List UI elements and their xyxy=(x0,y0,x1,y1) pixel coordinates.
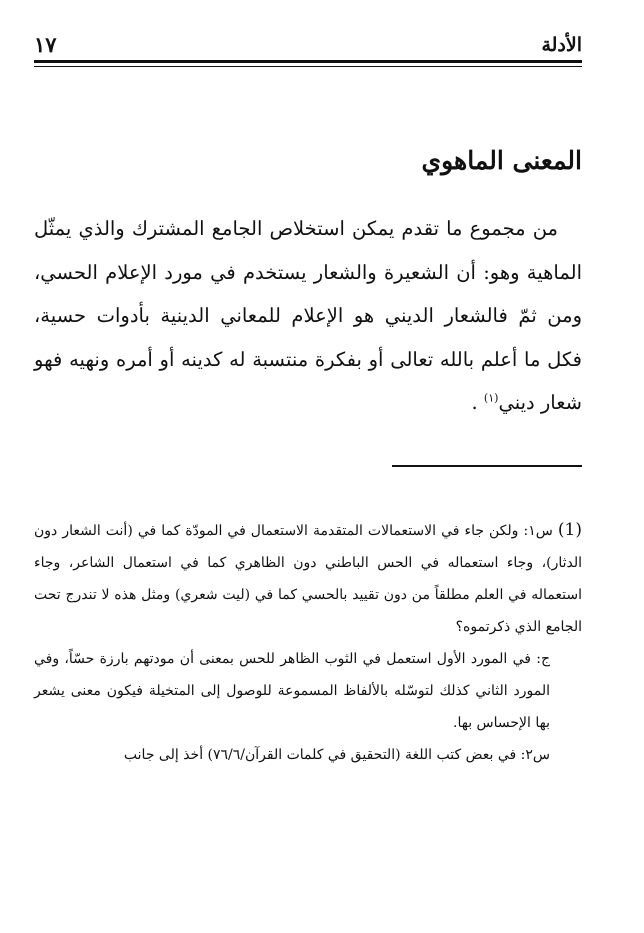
body-paragraph-text: من مجموع ما تقدم يمكن استخلاص الجامع المشترك والذي يمثّل الماهية وهو: أن الشعيرة والشعار يستخدم في مورد الإعلام الحسي، ومن ثمّ فالشعار الديني هو الإعلام للمعاني الدينية بأدوات حسية، فكل ما أعلم بالله تعالى أو بفكرة منتسبة له كدينه أو أمره ونهيه فهو شعار ديني xyxy=(34,217,582,414)
footnote-question-1-text: س١: ولكن جاء في الاستعمالات المتقدمة الاستعمال في المودّة كما في (أنت الشعار دون الدثار)، وجاء استعماله في الحس الباطني دون الظاهري كما في استعمال الشاعر، وجاء استعماله في العلم مطلقاً من دون تقييد بالحسي كما في (ليت شعري) ومثل هذه لا تندرج تحت الجامع الذي ذكرتموه؟ xyxy=(34,523,582,635)
footnote-question-2: س٢: في بعض كتب اللغة (التحقيق في كلمات القرآن/٧٦/٦) أخذ إلى جانب xyxy=(123,747,550,763)
footnotes xyxy=(34,514,582,771)
footnote-marker: (1) xyxy=(557,520,582,540)
footnote-reference: (١) xyxy=(483,391,499,405)
page-header xyxy=(34,30,582,60)
header-rule-thin xyxy=(34,66,582,67)
paragraph-end-punctuation: . xyxy=(471,391,478,414)
page-number: ١٧ xyxy=(34,32,57,57)
body-text xyxy=(34,207,582,425)
section-title: المعنى الماهوي xyxy=(421,146,582,175)
footnote-question-1 xyxy=(34,514,582,643)
header-rule-thick xyxy=(34,60,582,63)
footnote-answer-1: ج: في المورد الأول استعمل في الثوب الظاهر للحس بمعنى أن مودتهم بارزة حسّاً، وفي المورد الثاني كذلك لتوسّله بالألفاظ المسموعة للوصول إلى المتخيلة فيكون معنى يشعر بها الإحساس بها. xyxy=(34,651,550,731)
footnote-separator xyxy=(392,465,582,467)
running-title: الأدلة xyxy=(541,34,582,56)
body-paragraph xyxy=(34,207,582,425)
